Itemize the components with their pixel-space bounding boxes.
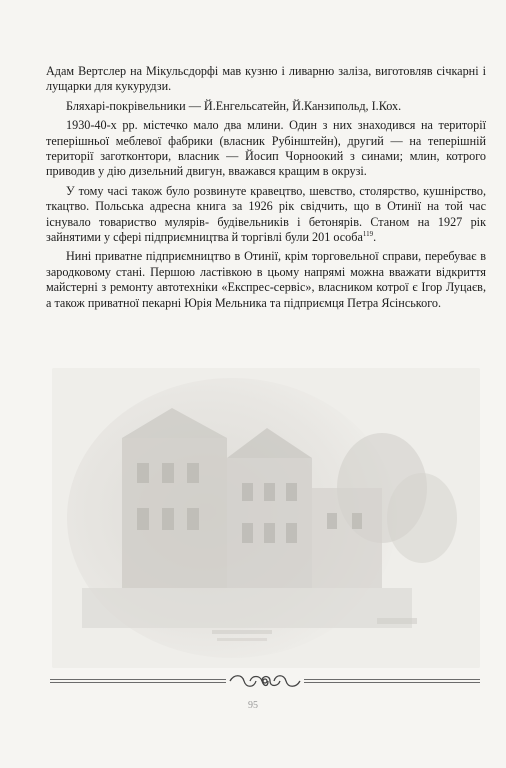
paragraph-1: Адам Вертслер на Мікульсдорфі мав кузню і ливарню заліза, виготовляв січкарні і лущарки для кукурудзи. (46, 64, 486, 94)
page-number: 95 (248, 700, 258, 711)
scroll-ornament-icon (226, 672, 304, 690)
divider-line-right (304, 679, 480, 683)
paragraph-4 (46, 184, 486, 246)
paragraph-4-tail: . (373, 230, 377, 245)
body-text (46, 64, 486, 315)
paragraph-5: Нині приватне підприємництво в Отинії, крім торговельної справи, перебуває в зародковому стані. Першою ластівкою в цьому напрямі можна вважати відкриття майстерні з ремонту автотехніки «Експрес-сервіс», власником котрої є Ігор Луцаєв, а також приватної пекарні Юрія Мельника та підприємця Петра Ясінського. (46, 249, 486, 310)
paragraph-3: 1930-40-х рр. містечко мало два млини. Один з них знаходився на території теперішньої меблевої фабрики (власник Рубінштейн), другий — на теперішній території заготконтори, власник — Йосип Чорноокий з синами; млин, котрого приводив у дію дизельний двигун, вважався кращим в окрузі. (46, 118, 486, 179)
footnote-ref: 119 (362, 230, 374, 238)
decorative-divider (50, 672, 480, 690)
divider-line-left (50, 679, 226, 683)
paragraph-4-text: У тому часі також було розвинуте кравецтво, шевство, столярство, кушнірство, ткацтво. Польська адресна книга за 1926 рік свідчить, що в Отинії на той час існувало товариство мулярів- будівельників і бетонярів. Станом на 1927 рік зайнятими у сфері підприємництва й торгівлі були 201 особа (46, 183, 486, 245)
paragraph-2: Бляхарі-покрівельники — Й.Енгельсатейн, Й.Канзипольд, І.Кох. (66, 98, 402, 113)
faded-building-photo (52, 368, 480, 668)
